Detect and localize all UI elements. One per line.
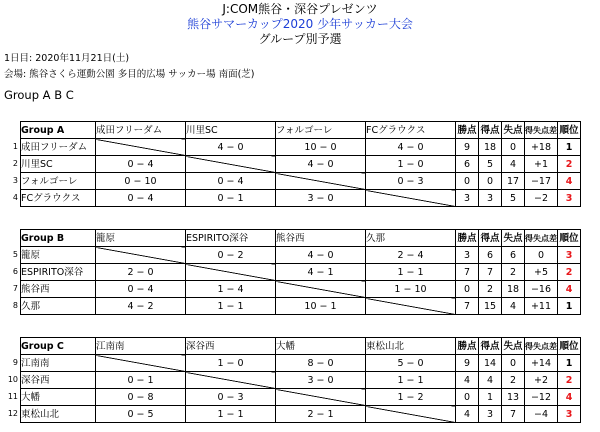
- stat-header: 得失点差: [525, 122, 558, 139]
- stat-header: 得点: [479, 338, 502, 355]
- goals-against: 18: [502, 281, 525, 298]
- goal-difference: −12: [525, 389, 558, 406]
- points: 0: [456, 389, 479, 406]
- goals-for: 3: [479, 190, 502, 207]
- team-name: 深谷西: [21, 372, 96, 389]
- team-name: フォルゴーレ: [21, 173, 96, 190]
- table-row: [21, 406, 581, 423]
- table-row: [21, 139, 581, 156]
- rank: 4: [558, 389, 581, 406]
- match-score: 2 − 1: [276, 406, 366, 423]
- match-date: 1日目: 2020年11月21日(土): [4, 53, 130, 64]
- match-score: 0 − 8: [96, 389, 186, 406]
- row-number: 11: [7, 392, 18, 401]
- goals-against: 2: [502, 264, 525, 281]
- opponent-header: 江南南: [96, 338, 186, 355]
- points: 4: [456, 406, 479, 423]
- stat-header: 失点: [502, 230, 525, 247]
- stat-header: 失点: [502, 122, 525, 139]
- match-score: 2 − 0: [96, 264, 186, 281]
- goals-against: 0: [502, 355, 525, 372]
- opponent-header: FCグラウクス: [366, 122, 456, 139]
- rank: 3: [558, 247, 581, 264]
- table-row: [21, 355, 581, 372]
- points: 7: [456, 264, 479, 281]
- match-score: 4 − 0: [186, 139, 276, 156]
- points: 3: [456, 247, 479, 264]
- goal-difference: −2: [525, 190, 558, 207]
- goal-difference: +1: [525, 156, 558, 173]
- match-score: 1 − 1: [186, 406, 276, 423]
- match-score: 1 − 10: [366, 281, 456, 298]
- self-match-cell: [96, 355, 186, 372]
- goal-difference: −4: [525, 406, 558, 423]
- rank: 1: [558, 298, 581, 315]
- goals-for: 6: [479, 247, 502, 264]
- goals-for: 5: [479, 156, 502, 173]
- group-table: [20, 229, 581, 315]
- table-row: [21, 156, 581, 173]
- group-header-row: [21, 230, 581, 247]
- match-score: 3 − 0: [276, 372, 366, 389]
- match-score: 0 − 1: [96, 372, 186, 389]
- table-row: [21, 247, 581, 264]
- self-match-cell: [366, 190, 456, 207]
- rank: 4: [558, 281, 581, 298]
- match-score: 4 − 0: [276, 156, 366, 173]
- rank: 1: [558, 355, 581, 372]
- match-score: 5 − 0: [366, 355, 456, 372]
- table-row: [21, 298, 581, 315]
- match-venue: 会場: 熊谷さくら運動公園 多目的広場 サッカー場 南面(芝): [4, 69, 255, 80]
- match-score: 1 − 1: [366, 264, 456, 281]
- goals-against: 7: [502, 406, 525, 423]
- stat-header: 得点: [479, 230, 502, 247]
- team-name: 籠原: [21, 247, 96, 264]
- row-number: 12: [7, 409, 18, 418]
- match-score: 0 − 2: [186, 247, 276, 264]
- match-score: 0 − 4: [186, 173, 276, 190]
- points: 3: [456, 190, 479, 207]
- opponent-header: 久那: [366, 230, 456, 247]
- goals-for: 0: [479, 173, 502, 190]
- team-name: 大幡: [21, 389, 96, 406]
- stat-header: 勝点: [456, 122, 479, 139]
- goals-against: 6: [502, 247, 525, 264]
- rank: 2: [558, 156, 581, 173]
- points: 0: [456, 281, 479, 298]
- match-score: 0 − 1: [186, 190, 276, 207]
- points: 9: [456, 139, 479, 156]
- self-match-cell: [186, 156, 276, 173]
- goals-against: 17: [502, 173, 525, 190]
- match-score: 10 − 0: [276, 139, 366, 156]
- group-table: [20, 121, 581, 207]
- stat-header: 勝点: [456, 230, 479, 247]
- self-match-cell: [186, 264, 276, 281]
- goal-difference: +18: [525, 139, 558, 156]
- group-header-row: [21, 122, 581, 139]
- self-match-cell: [96, 247, 186, 264]
- stat-header: 失点: [502, 338, 525, 355]
- goals-against: 13: [502, 389, 525, 406]
- match-score: 0 − 4: [96, 281, 186, 298]
- match-score: 2 − 4: [366, 247, 456, 264]
- goal-difference: −17: [525, 173, 558, 190]
- match-score: 0 − 10: [96, 173, 186, 190]
- match-score: 4 − 0: [366, 139, 456, 156]
- match-score: 0 − 3: [186, 389, 276, 406]
- rank: 2: [558, 264, 581, 281]
- match-score: 4 − 0: [276, 247, 366, 264]
- rank: 1: [558, 139, 581, 156]
- opponent-header: 熊谷西: [276, 230, 366, 247]
- stat-header: 順位: [558, 230, 581, 247]
- table-row: [21, 389, 581, 406]
- match-score: 10 − 1: [276, 298, 366, 315]
- opponent-header: 東松山北: [366, 338, 456, 355]
- table-row: [21, 173, 581, 190]
- goal-difference: −16: [525, 281, 558, 298]
- goals-for: 4: [479, 372, 502, 389]
- row-number: 4: [12, 193, 18, 202]
- match-score: 0 − 4: [96, 156, 186, 173]
- rank: 2: [558, 372, 581, 389]
- match-score: 3 − 0: [276, 190, 366, 207]
- match-score: 1 − 2: [366, 389, 456, 406]
- self-match-cell: [276, 281, 366, 298]
- goals-for: 18: [479, 139, 502, 156]
- row-number: 10: [7, 375, 18, 384]
- team-name: 成田フリーダム: [21, 139, 96, 156]
- stat-header: 得失点差: [525, 230, 558, 247]
- team-name: 熊谷西: [21, 281, 96, 298]
- goal-difference: +11: [525, 298, 558, 315]
- self-match-cell: [276, 389, 366, 406]
- opponent-header: ESPIRITO深谷: [186, 230, 276, 247]
- row-number: 6: [12, 267, 18, 276]
- row-number: 1: [12, 142, 18, 151]
- goals-against: 4: [502, 298, 525, 315]
- row-number: 3: [12, 176, 18, 185]
- table-row: [21, 190, 581, 207]
- stage-title: グループ別予選: [258, 32, 342, 46]
- stat-header: 得失点差: [525, 338, 558, 355]
- points: 4: [456, 372, 479, 389]
- row-number: 5: [12, 250, 18, 259]
- group-name: Group B: [21, 230, 96, 247]
- stat-header: 勝点: [456, 338, 479, 355]
- header-line-1: J:COM熊谷・深谷プレゼンツ: [222, 2, 378, 16]
- goal-difference: +14: [525, 355, 558, 372]
- match-score: 8 − 0: [276, 355, 366, 372]
- goals-for: 3: [479, 406, 502, 423]
- goals-for: 15: [479, 298, 502, 315]
- opponent-header: 籠原: [96, 230, 186, 247]
- goal-difference: 0: [525, 247, 558, 264]
- stat-header: 得点: [479, 122, 502, 139]
- group-name: Group A: [21, 122, 96, 139]
- group-header-row: [21, 338, 581, 355]
- match-score: 1 − 1: [186, 298, 276, 315]
- row-number: 7: [12, 284, 18, 293]
- self-match-cell: [366, 298, 456, 315]
- team-name: 東松山北: [21, 406, 96, 423]
- goals-for: 7: [479, 264, 502, 281]
- goals-for: 2: [479, 281, 502, 298]
- rank: 3: [558, 190, 581, 207]
- goals-for: 1: [479, 389, 502, 406]
- match-score: 1 − 1: [366, 372, 456, 389]
- goal-difference: +5: [525, 264, 558, 281]
- points: 0: [456, 173, 479, 190]
- match-score: 0 − 5: [96, 406, 186, 423]
- goals-against: 0: [502, 139, 525, 156]
- match-score: 1 − 4: [186, 281, 276, 298]
- opponent-header: 成田フリーダム: [96, 122, 186, 139]
- goals-against: 2: [502, 372, 525, 389]
- table-row: [21, 372, 581, 389]
- goal-difference: +2: [525, 372, 558, 389]
- team-name: 川里SC: [21, 156, 96, 173]
- team-name: FCグラウクス: [21, 190, 96, 207]
- points: 7: [456, 298, 479, 315]
- points: 9: [456, 355, 479, 372]
- tournament-title: 熊谷サマーカップ2020 少年サッカー大会: [187, 17, 413, 31]
- match-score: 0 − 3: [366, 173, 456, 190]
- group-section-label: Group A B C: [4, 88, 74, 102]
- table-row: [21, 264, 581, 281]
- goals-against: 5: [502, 190, 525, 207]
- row-number: 8: [12, 301, 18, 310]
- match-score: 1 − 0: [186, 355, 276, 372]
- match-score: 0 − 4: [96, 190, 186, 207]
- self-match-cell: [276, 173, 366, 190]
- goals-for: 14: [479, 355, 502, 372]
- match-score: 4 − 2: [96, 298, 186, 315]
- opponent-header: 川里SC: [186, 122, 276, 139]
- group-name: Group C: [21, 338, 96, 355]
- stat-header: 順位: [558, 122, 581, 139]
- points: 6: [456, 156, 479, 173]
- opponent-header: 深谷西: [186, 338, 276, 355]
- rank: 3: [558, 406, 581, 423]
- self-match-cell: [186, 372, 276, 389]
- opponent-header: 大幡: [276, 338, 366, 355]
- group-table: [20, 337, 581, 423]
- row-number: 9: [12, 358, 18, 367]
- stat-header: 順位: [558, 338, 581, 355]
- table-row: [21, 281, 581, 298]
- goals-against: 4: [502, 156, 525, 173]
- match-score: 1 − 0: [366, 156, 456, 173]
- match-score: 4 − 1: [276, 264, 366, 281]
- opponent-header: フォルゴーレ: [276, 122, 366, 139]
- team-name: 久那: [21, 298, 96, 315]
- rank: 4: [558, 173, 581, 190]
- row-number: 2: [12, 159, 18, 168]
- team-name: ESPIRITO深谷: [21, 264, 96, 281]
- self-match-cell: [96, 139, 186, 156]
- team-name: 江南南: [21, 355, 96, 372]
- self-match-cell: [366, 406, 456, 423]
